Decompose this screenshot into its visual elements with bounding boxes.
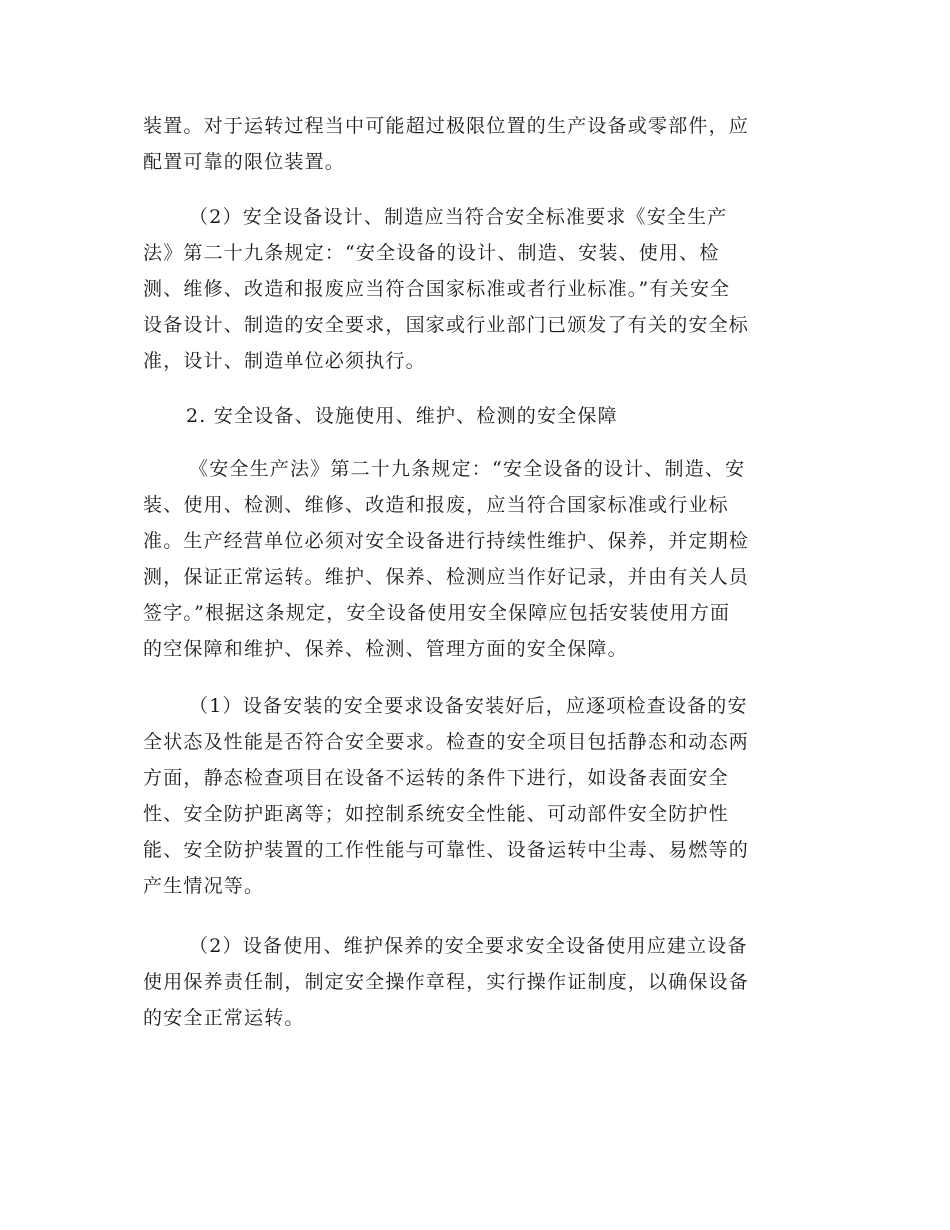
text-line: 装置。对于运转过程当中可能超过极限位置的生产设备或零部件，应 [143, 115, 750, 137]
paragraph-installation [143, 688, 813, 904]
section-title: 2. 安全设备、设施使用、维护、检测的安全保障 [186, 405, 618, 427]
text-line: 全状态及性能是否符合安全要求。检查的安全项目包括静态和动态两 [143, 731, 750, 753]
paragraph-limit-device [143, 108, 813, 180]
text-line: （2）设备使用、维护保养的安全要求安全设备使用应建立设备 [189, 935, 748, 957]
text-line: 《安全生产法》第二十九条规定：“安全设备的设计、制造、安 [189, 458, 746, 480]
text-line: 法》第二十九条规定：“安全设备的设计、制造、安装、使用、检 [143, 242, 720, 264]
text-line: 准。生产经营单位必须对安全设备进行持续性维护、保养，并定期检 [143, 530, 750, 552]
text-line: 设备设计、制造的安全要求，国家或行业部门已颁发了有关的安全标 [143, 314, 750, 336]
text-line: （2）安全设备设计、制造应当符合安全标准要求《安全生产 [189, 206, 728, 228]
text-line: 的空保障和维护、保养、检测、管理方面的安全保障。 [143, 638, 628, 660]
paragraph-maintenance [143, 928, 813, 1036]
text-line: 方面，静态检查项目在设备不运转的条件下进行，如设备表面安全 [143, 767, 729, 789]
text-line: 使用保养责任制，制定安全操作章程，实行操作证制度，以确保设备 [143, 971, 750, 993]
text-line: 能、安全防护装置的工作性能与可靠性、设备运转中尘毒、易燃等的 [143, 839, 750, 861]
text-line: 性、安全防护距离等；如控制系统安全性能、可动部件安全防护性 [143, 803, 729, 825]
text-line: （1）设备安装的安全要求设备安装好后，应逐项检查设备的安 [189, 695, 748, 717]
paragraph-design-manufacture [143, 199, 813, 379]
text-line: 测、维修、改造和报废应当符合国家标准或者行业标准。”有关安全 [143, 278, 731, 300]
text-line: 签字。”根据这条规定，安全设备使用安全保障应包括安装使用方面 [143, 602, 731, 624]
text-line: 准，设计、制造单位必须执行。 [143, 350, 426, 372]
paragraph-law-article [143, 451, 813, 667]
text-line: 产生情况等。 [143, 875, 265, 897]
text-line: 配置可靠的限位装置。 [143, 151, 346, 173]
text-line: 测，保证正常运转。维护、保养、检测应当作好记录，并由有关人员 [143, 566, 750, 588]
text-line: 的安全正常运转。 [143, 1007, 305, 1029]
section-heading [143, 398, 813, 434]
text-line: 装、使用、检测、维修、改造和报废，应当符合国家标准或行业标 [143, 494, 729, 516]
